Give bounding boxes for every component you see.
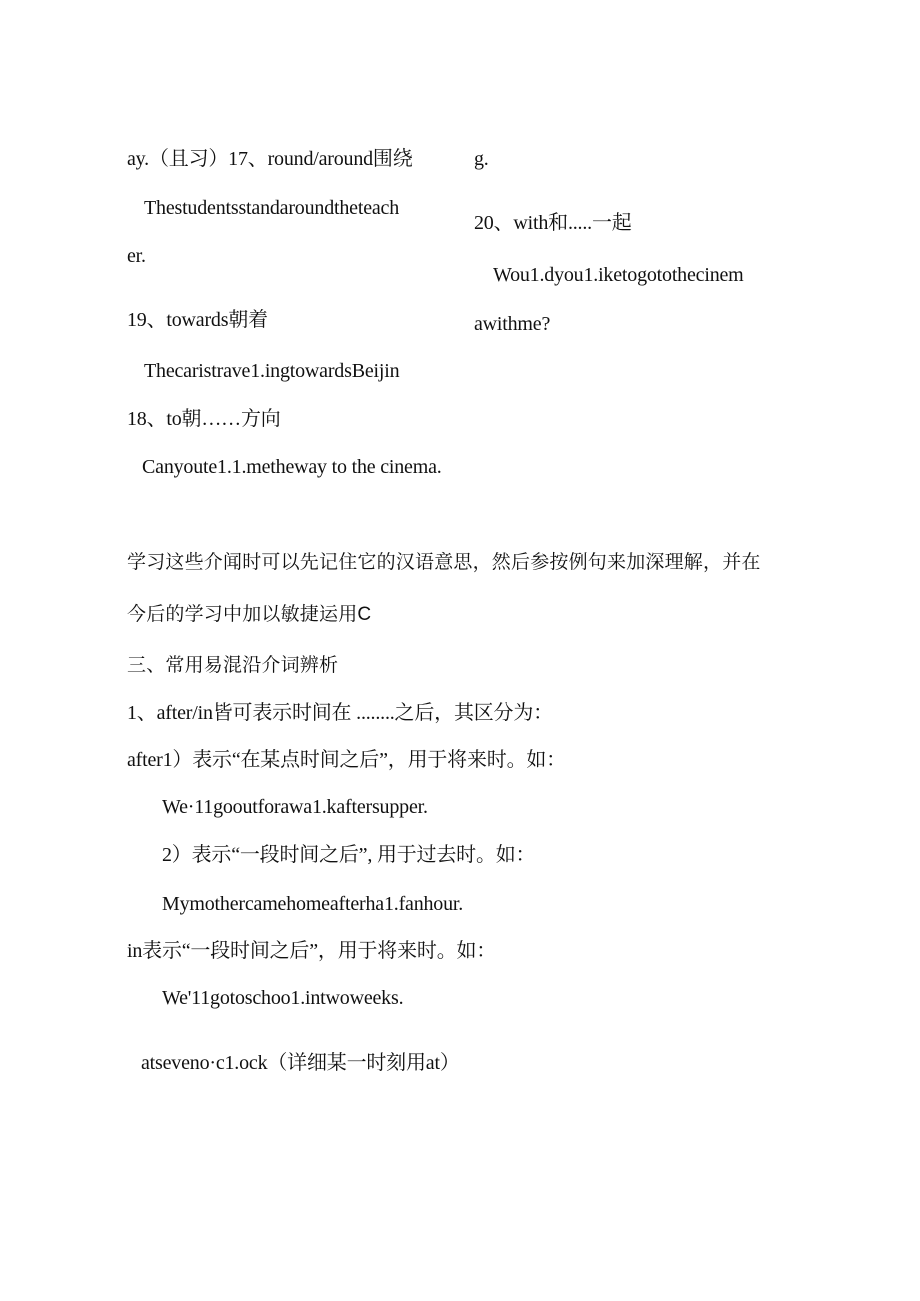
at-usage: atseveno·c1.ock（详细某一时刻用at） (141, 1052, 460, 1074)
example-2: Mymothercamehomeafterha1.fanhour. (162, 893, 464, 915)
left-line-6: 18、to朝……方向 (127, 408, 281, 430)
paragraph-line-1: 学习这些介闻时可以先记住它的汉语意思，然后参按例句来加深理解，并在 (127, 552, 761, 573)
example-1: We·11gooutforawa1.kaftersupper. (162, 796, 428, 818)
right-line-2: 20、with和.....一起 (474, 212, 632, 234)
left-line-5: Thecaristrave1.ingtowardsBeijin (144, 360, 400, 382)
right-line-4: awithme? (474, 313, 551, 335)
in-usage: in表示“一段时间之后”，用于将来时。如： (127, 940, 497, 962)
right-line-1: g. (474, 148, 489, 170)
left-line-4: 19、towards朝着 (127, 309, 268, 331)
left-line-2: Thestudentsstandaroundtheteach (144, 197, 400, 219)
left-line-1: ay.（且习）17、round/around围绕 (127, 148, 413, 170)
left-line-7: Canyoute1.1.metheway to the cinema. (142, 456, 442, 478)
section-heading: 三、常用易混沿介词辨析 (127, 655, 339, 676)
after-usage-2: 2）表示“一段时间之后”, 用于过去时。如： (162, 844, 536, 866)
paragraph-line-2: 今后的学习中加以敏捷运用C (127, 604, 372, 625)
after-usage-1: after1）表示“在某点时间之后”，用于将来时。如： (127, 749, 566, 771)
left-line-3: er. (127, 245, 146, 267)
right-line-3: Wou1.dyou1.iketogotothecinem (493, 264, 744, 286)
example-3: We'11gotoschoo1.intwoweeks. (162, 987, 404, 1009)
item-after-in: 1、after/in皆可表示时间在 ........之后，其区分为： (127, 702, 553, 724)
